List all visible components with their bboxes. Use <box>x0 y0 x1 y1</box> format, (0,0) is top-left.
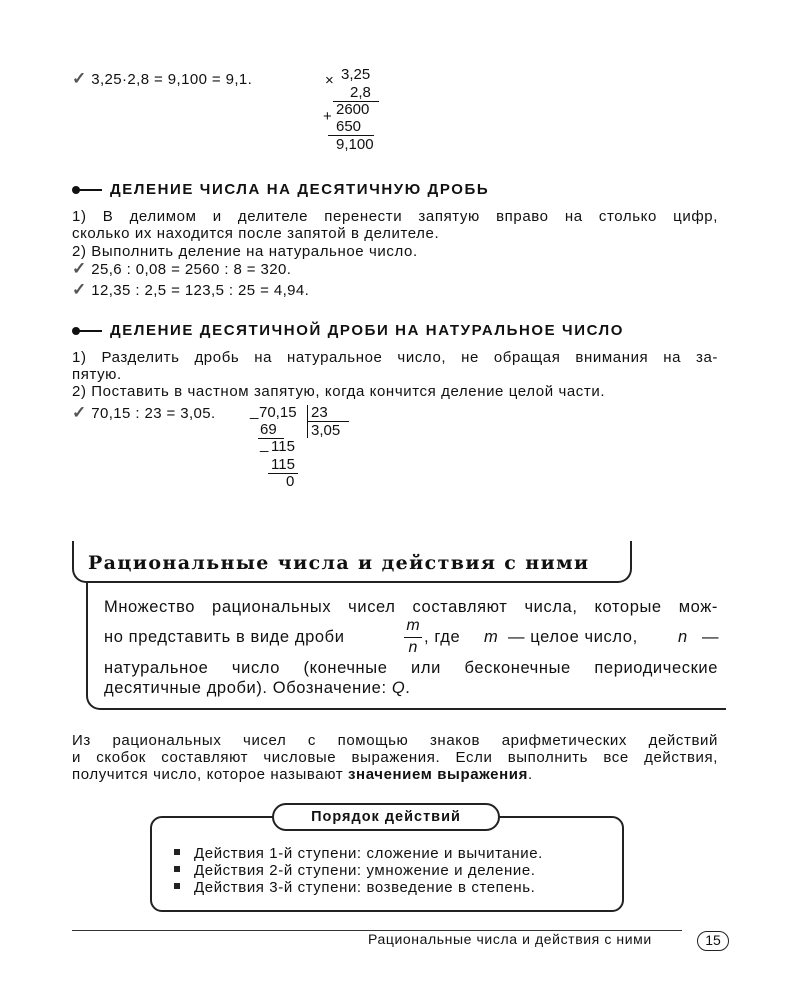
minus-sign: _ <box>260 436 269 453</box>
definition-line: Множество рациональных чисел составляют числа, которые мож- <box>104 598 718 616</box>
section-heading-natural-divisor: ДЕЛЕНИЕ ДЕСЯТИЧНОЙ ДРОБИ НА НАТУРАЛЬНОЕ ЧИСЛО <box>72 322 624 339</box>
plus-sign: + <box>323 108 332 125</box>
rule-line: 1) В делимом и делителе перенести запятую вправо на столько цифр, <box>72 208 718 225</box>
order-item: Действия 1-й ступени: сложение и вычитание. <box>174 845 543 862</box>
section-heading-decimal-divisor: ДЕЛЕНИЕ ЧИСЛА НА ДЕСЯТИЧНУЮ ДРОБЬ <box>72 181 489 198</box>
quotient: 3,05 <box>311 422 341 439</box>
rule-line: 1) Разделить дробь на натуральное число, не обращая внимания на за- <box>72 349 718 366</box>
order-item: Действия 3-й ступени: возведение в степень. <box>174 879 535 896</box>
subtrahend-2: 115 <box>271 456 295 473</box>
definition-line: натуральное число (конечные или бесконечные периодические <box>104 659 718 677</box>
page-number: 15 <box>697 931 729 951</box>
rule-line: 2) Выполнить деление на натуральное число. <box>72 243 418 260</box>
footer-running-title: Рациональные числа и действия с ними <box>368 931 652 947</box>
definition-line: десятичные дроби). Обозначение: Q. <box>104 679 411 697</box>
divisor: 23 <box>311 404 328 421</box>
subtrahend-1: 69 <box>260 421 277 438</box>
expression-value-term: значением выражения <box>347 766 528 783</box>
fraction-denominator: n <box>408 639 418 656</box>
checkmark-icon: ✓ <box>72 69 87 88</box>
column-row-4: 650 <box>336 118 362 135</box>
multiplication-example-text: 3,25·2,8 = 9,100 = 9,1. <box>91 71 253 88</box>
times-sign: × <box>325 72 334 89</box>
square-bullet-icon <box>174 849 180 855</box>
bullet-icon <box>72 326 102 336</box>
checkmark-icon: ✓ <box>72 280 87 299</box>
square-bullet-icon <box>174 883 180 889</box>
checkmark-icon: ✓ <box>72 403 87 422</box>
expressions-line: и скобок составляют числовые выражения. Если выполнить все действия, <box>72 749 718 766</box>
bullet-icon <box>72 185 102 195</box>
order-item: Действия 2-й ступени: умножение и деление. <box>174 862 536 879</box>
checkmark-icon: ✓ <box>72 259 87 278</box>
partial-dividend: 115 <box>271 438 295 455</box>
division-example-1: ✓ 25,6 : 0,08 = 2560 : 8 = 320. <box>72 259 292 278</box>
rule-line: 2) Поставить в частном запятую, когда кончится деление целой части. <box>72 383 606 400</box>
topic-title: Рациональные числа и действия с ними <box>88 552 590 574</box>
column-row-1: 3,25 <box>341 66 371 83</box>
column-row-2: 2,8 <box>350 84 371 101</box>
expressions-line: получится число, которое называют значением выражения. <box>72 766 533 783</box>
rule-line: пятую. <box>72 366 122 383</box>
minus-sign: _ <box>250 403 259 420</box>
dividend: 70,15 <box>259 404 297 421</box>
rule-line: сколько их находится после запятой в делителе. <box>72 225 440 242</box>
natural-division-example: ✓ 70,15 : 23 = 3,05. <box>72 403 216 422</box>
order-of-operations-label: Порядок действий <box>272 803 500 831</box>
rational-set-symbol: Q <box>391 679 406 697</box>
column-row-3: 2600 <box>336 101 370 118</box>
multiplication-example <box>72 69 252 89</box>
fraction-numerator: m <box>406 617 420 634</box>
square-bullet-icon <box>174 866 180 872</box>
remainder: 0 <box>286 473 295 490</box>
expressions-line: Из рациональных чисел с помощью знаков арифметических действий <box>72 732 718 749</box>
division-example-2: ✓ 12,35 : 2,5 = 123,5 : 25 = 4,94. <box>72 280 310 299</box>
column-row-5: 9,100 <box>336 136 374 153</box>
fraction-bar <box>404 637 422 638</box>
